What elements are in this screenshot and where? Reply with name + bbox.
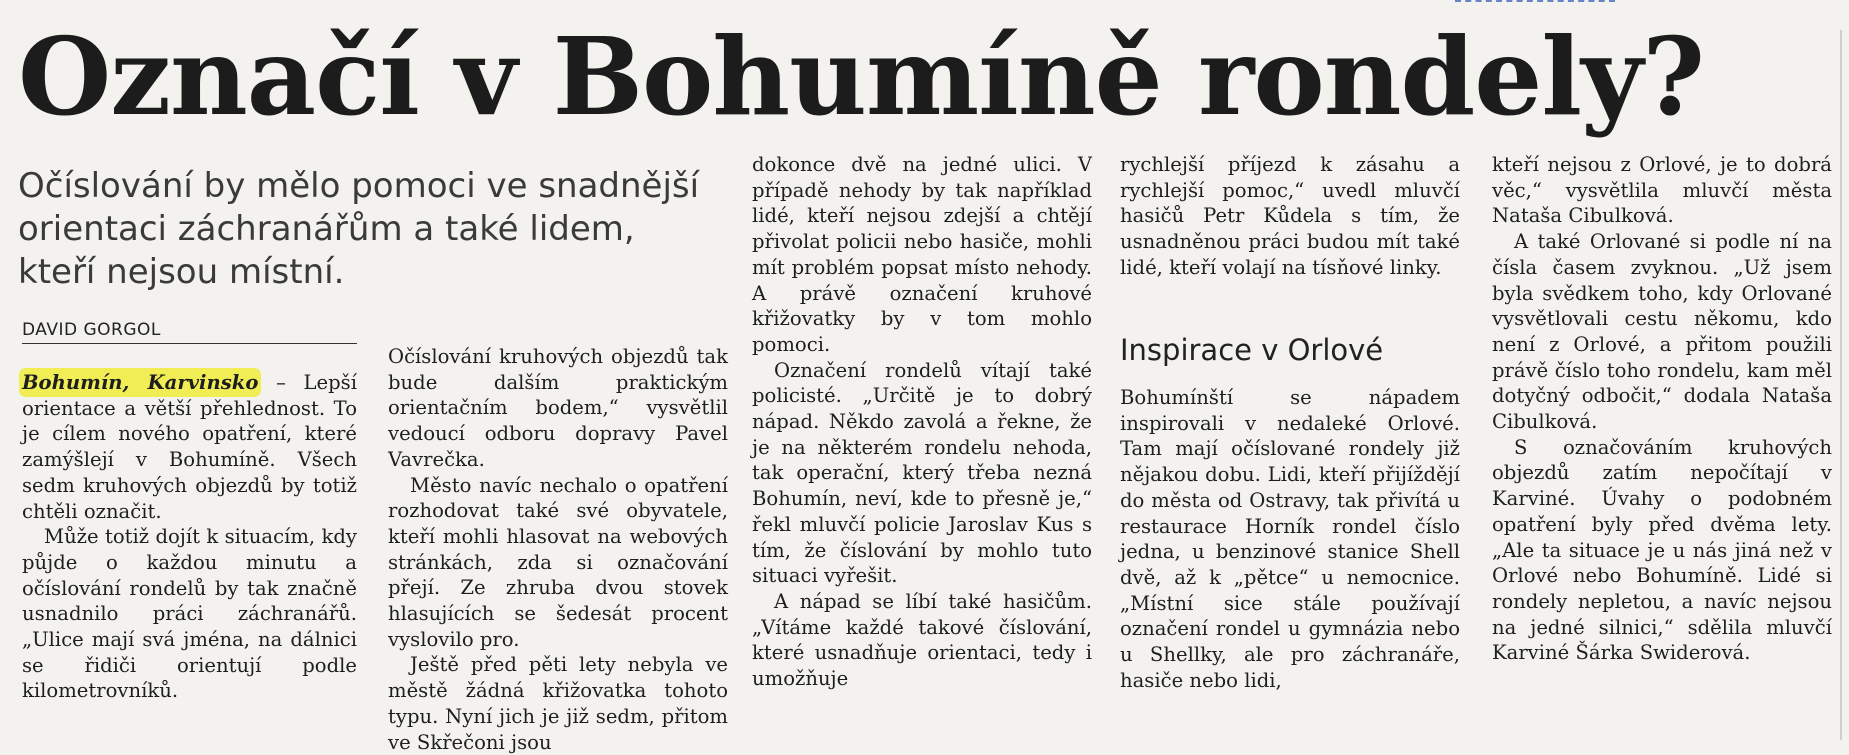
article-headline: Označí v Bohumíně rondely? — [18, 15, 1704, 140]
article-column-3 — [752, 152, 1092, 692]
article-column-1 — [22, 370, 357, 704]
article-column-4 — [1120, 152, 1460, 281]
column-4-paragraph-2: Bohumínští se nápadem inspirovali v nedaleké Orlové. Tam mají očíslované rondely již nějakou dobu. Lidi, kteří přijíždějí do města od Ostravy, tak přivítá u restaurace Horník rondel číslo jedna, u benzinové stanice Shell dvě, až k „pětce“ u nemocnice. „Místní sice stále používají označení rondel u gymnázia nebo u Shellky, ale pro záchranáře, hasiče nebo lidi, — [1120, 386, 1460, 692]
article-subheading: Inspirace v Orlové — [1120, 333, 1384, 367]
article-dateline: Bohumín, Karvinsko — [22, 371, 259, 394]
column-1-paragraph-1-text: – Lepší orientace a větší přehlednost. To je cílem nového opatření, které zamýšlejí v Bohumíně. Všech sedm kruhových objezdů by totiž chtěli označit. — [22, 371, 358, 523]
article-perex: Očíslování by mělo pomoci ve snadnější orientaci záchranářům a také lidem, kteří nejsou místní. — [18, 166, 700, 292]
column-3-paragraph-2: Označení rondelů vítají také policisté. „Určitě je to dobrý nápad. Někdo zavolá a řekne, že je na některém rondelu nehoda, tak operační, který třeba nezná Bohumín, neví, kde to přesně je,“ řekl mluvčí policie Jaroslav Kus s tím, že číslování by mohlo tuto situaci vyřešit. — [752, 358, 1092, 588]
page-edge-rule — [1840, 30, 1842, 740]
article-byline: DAVID GORGOL — [22, 320, 357, 344]
column-5-paragraph-3: S označováním kruhových objezdů zatím nepočítají v Karviné. Úvahy o podobném opatření byly před dvěma lety. „Ale ta situace je u nás jiná než v Orlové nebo Bohumíně. Lidé si rondely nepletou, a navíc nejsou na jedné silnici,“ sdělila mluvčí Karviné Šárka Swiderová. — [1492, 435, 1832, 665]
column-4-paragraph-1: rychlejší příjezd k zásahu a rychlejší pomoc,“ uvedl mluvčí hasičů Petr Kůdela s tím, že usnadněnou práci budou mít také lidé, kteří volají na tísňové linky. — [1120, 153, 1460, 279]
column-5-paragraph-2: A také Orlované si podle ní na čísla časem zvyknou. „Už jsem byla svědkem toho, kdy Orlované vysvětlovali cestu někomu, kdo není z Orlové, a přitom použili právě číslo toho rondelu, kam měl dotyčný odbočit,“ dodala Nataša Cibulková. — [1492, 230, 1832, 434]
column-2-paragraph-2: Město navíc nechalo o opatření rozhodovat také své obyvatele, kteří mohli hlasovat na webových stránkách, zda si označování přejí. Ze zhruba dvou stovek hlasujících se šedesát procent vyslovilo pro. — [388, 473, 728, 651]
column-3-paragraph-3: A nápad se líbí také hasičům. „Vítáme každé takové číslování, které usnadňuje orientaci, tedy i umožňuje — [752, 589, 1092, 691]
column-3-paragraph-1: dokonce dvě na jedné ulici. V případě nehody by tak například lidé, kteří nejsou zdejší a chtějí přivolat policii nebo hasiče, mohli mít problém popsat místo nehody. A právě označení kruhové křižovatky by v tom mohlo pomoci. — [752, 153, 1092, 356]
ink-stamp-mark — [1455, 0, 1615, 8]
article-column-4-lower — [1120, 385, 1460, 693]
column-1-paragraph-2: Může totiž dojít k situacím, kdy půjde o každou minutu a očíslování rondelů by tak značně usnadnilo práci záchranářů. „Ulice mají svá jména, na dálnici se řidiči orientují podle kilometrovníků. — [22, 525, 357, 703]
column-2-paragraph-3: Ještě před pěti lety nebyla ve městě žádná křižovatka tohoto typu. Nyní jich je již sedm, přitom ve Skřečoni jsou — [388, 653, 728, 754]
article-column-5 — [1492, 152, 1832, 666]
column-2-paragraph-1: Očíslování kruhových objezdů tak bude dalším praktickým orientačním bodem,“ vysvětlil vedoucí odboru dopravy Pavel Vavrečka. — [388, 345, 728, 471]
column-1-paragraph-1 — [22, 370, 357, 524]
column-5-paragraph-1: kteří nejsou z Orlové, je to dobrá věc,“ vysvětlila mluvčí města Nataša Cibulková. — [1492, 153, 1832, 228]
article-column-2 — [388, 344, 728, 755]
